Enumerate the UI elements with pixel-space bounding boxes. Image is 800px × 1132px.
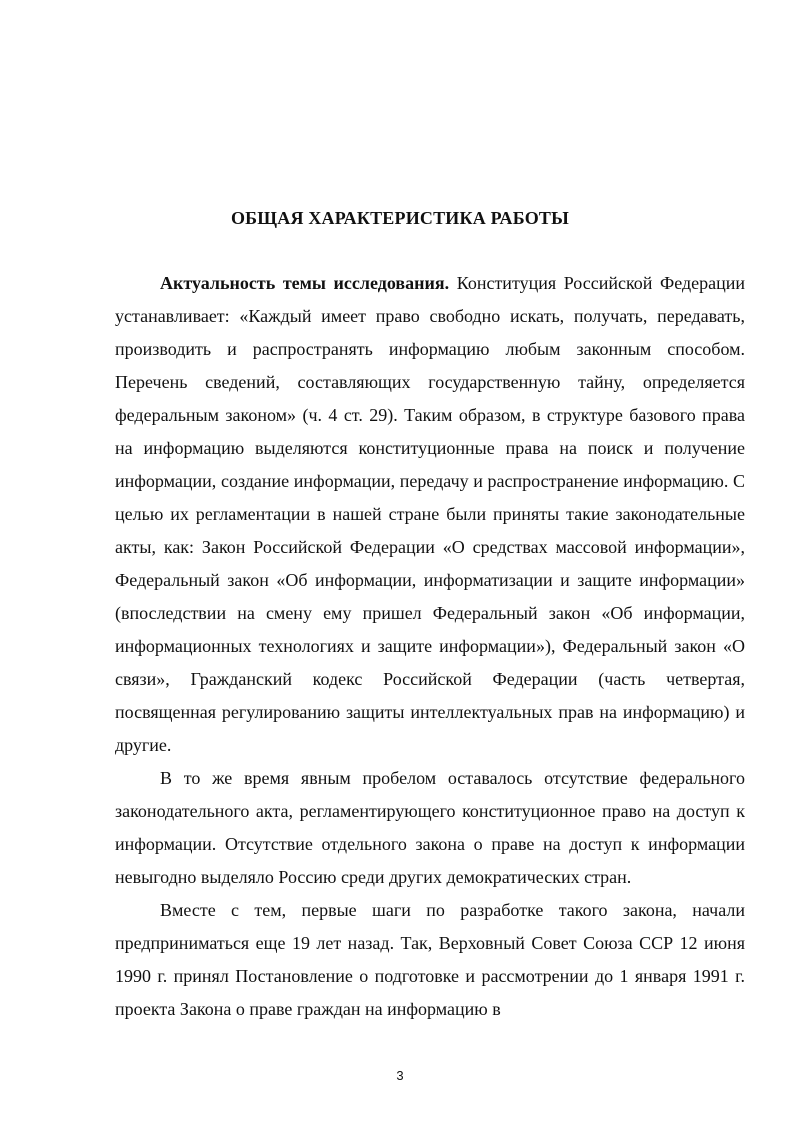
paragraph-lead: Актуальность темы исследования.	[160, 273, 450, 293]
page-number: 3	[396, 1068, 404, 1083]
paragraph-history	[115, 894, 745, 1026]
paragraph-relevance	[115, 267, 745, 762]
paragraph-text: Конституция Российской Федерации устанавливает: «Каждый имеет право свободно искать, получать, передавать, производить и распространять информацию любым законным способом. Перечень сведений, составляющих государственную тайну, определяется федеральным законом» (ч. 4 ст. 29). Таким образом, в структуре базового права на информацию выделяются конституционные права на поиск и получение информации, создание информации, передачу и распространение информацию. С целью их регламентации в нашей стране были приняты такие законодательные акты, как: Закон Российской Федерации «О средствах массовой информации», Федеральный закон «Об информации, информатизации и защите информации» (впоследствии на смену ему пришел Федеральный закон «Об информации, информационных технологиях и защите информации»), Федеральный закон «О связи», Гражданский кодекс Российской Федерации (часть четвертая, посвященная регулированию защиты интеллектуальных прав на информацию) и другие.	[115, 273, 746, 755]
paragraph-text: В то же время явным пробелом оставалось отсутствие федерального законодательного акта, регламентирующего конституционное право на доступ к информации. Отсутствие отдельного закона о праве на доступ к информации невыгодно выделяло Россию среди других демократических стран.	[115, 768, 745, 887]
paragraph-text: Вместе с тем, первые шаги по разработке такого закона, начали предприниматься еще 19 лет назад. Так, Верховный Совет Союза ССР 12 июня 1990 г. принял Постановление о подготовке и рассмотрении до 1 января 1991 г. проекта Закона о праве граждан на информацию в	[115, 900, 745, 1019]
section-title: ОБЩАЯ ХАРАКТЕРИСТИКА РАБОТЫ	[230, 208, 570, 228]
body-text	[115, 267, 745, 1026]
paragraph-gap	[115, 762, 745, 894]
